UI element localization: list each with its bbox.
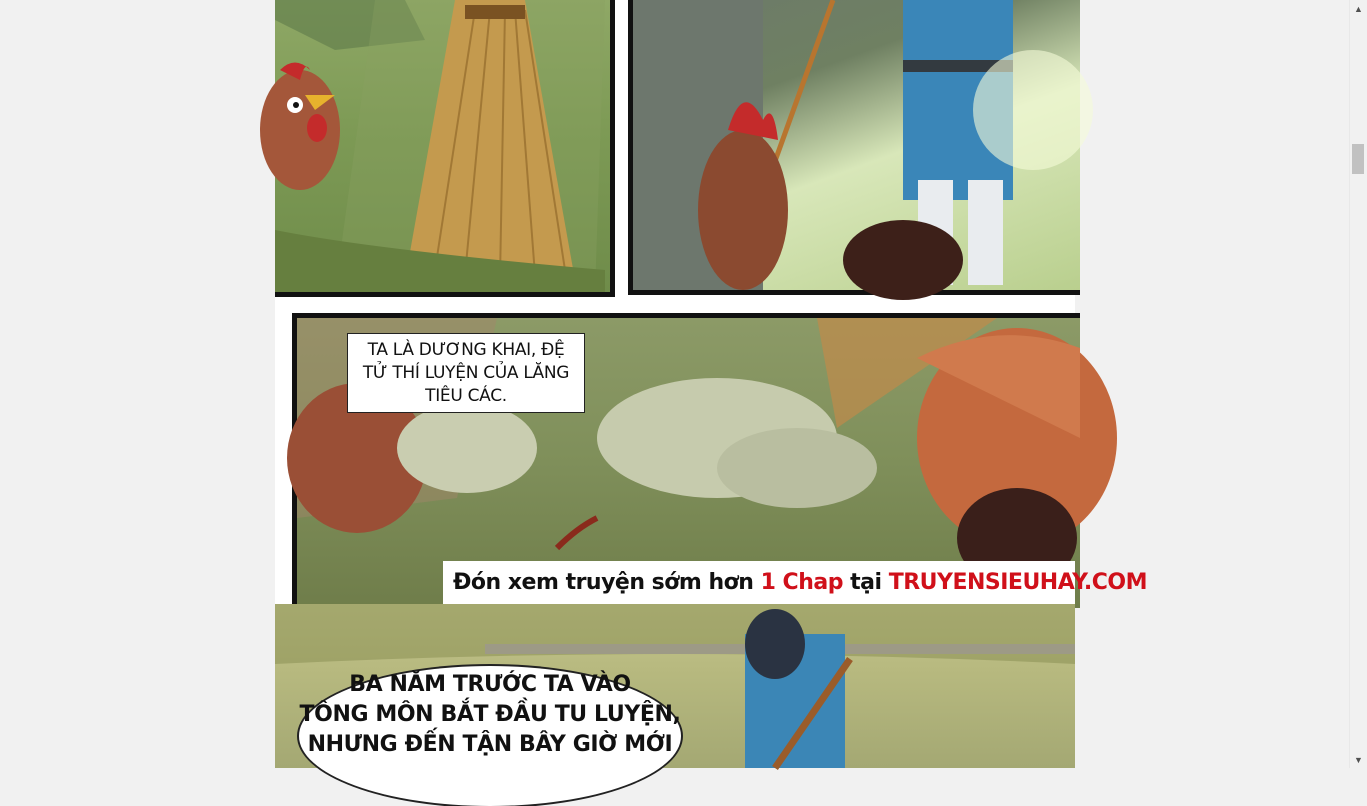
narration-caption [347, 333, 585, 413]
scrollbar-thumb[interactable] [1352, 144, 1364, 174]
promo-text-lead: Đón xem truyện sớm hơn [453, 570, 754, 595]
speech-bubble-text [275, 670, 705, 760]
scroll-up-arrow-icon[interactable]: ▲ [1354, 3, 1363, 14]
rooster-body [260, 70, 340, 190]
scroll-down-arrow-icon[interactable]: ▼ [1354, 754, 1363, 765]
dust-cloud [717, 428, 877, 508]
promo-banner [443, 561, 1148, 604]
promo-site-name: TRUYENSIEUHAY.COM [888, 570, 1148, 595]
dust-cloud [397, 403, 537, 493]
rooster-body [698, 130, 788, 290]
panel-boy-art [633, 0, 1080, 290]
comic-panel-broom [275, 0, 615, 297]
promo-text-chap: 1 Chap [760, 570, 843, 595]
panel-broom-art [275, 0, 610, 292]
promo-text-at: tại [850, 570, 882, 595]
speech-line-3: NHƯNG ĐẾN TẬN BÂY GIỜ MỚI [307, 732, 673, 757]
rooster-tail [843, 220, 963, 300]
vertical-scrollbar[interactable] [1349, 0, 1366, 768]
comic-page [275, 0, 1148, 768]
speech-line-1: BA NĂM TRƯỚC TA VÀO [349, 672, 631, 697]
comic-panel-boy [628, 0, 1080, 295]
speech-line-2: TÔNG MÔN BẮT ĐẦU TU LUYỆN, [299, 702, 681, 727]
narration-caption-text: TA LÀ DƯƠNG KHAI, ĐỆ TỬ THÍ LUYỆN CỦA LĂNG TIÊU CÁC. [362, 339, 570, 406]
